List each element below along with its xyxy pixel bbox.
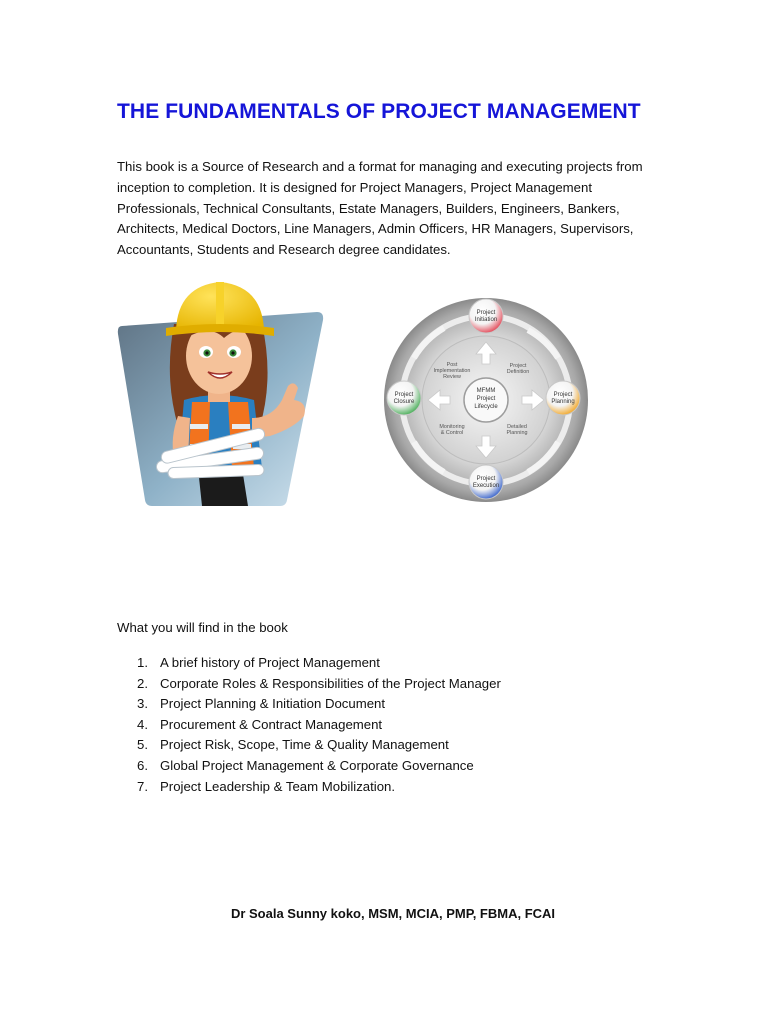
list-item — [117, 735, 501, 756]
list-item — [117, 715, 501, 736]
phase-initiation-1: Project — [476, 310, 496, 316]
label-project-definition-2: Definition — [506, 369, 530, 375]
diagram-center-line-2: Project — [476, 396, 496, 402]
project-lifecycle-diagram — [378, 292, 594, 508]
diagram-center-line-3: Lifecycle — [474, 404, 498, 410]
list-item — [117, 756, 501, 777]
construction-worker-illustration — [112, 268, 327, 510]
label-detailed-planning-1: Detailed — [507, 424, 527, 430]
list-item-number: 1. — [137, 655, 148, 670]
phase-execution-2: Execution — [472, 483, 500, 489]
list-item — [117, 674, 501, 695]
phase-closure-1: Project — [394, 392, 414, 398]
list-item — [117, 777, 501, 798]
list-item-text: Project Leadership & Team Mobilization. — [160, 778, 396, 794]
list-item-number: 4. — [137, 716, 148, 732]
list-item-text: Project Risk, Scope, Time & Quality Management — [160, 737, 449, 753]
diagram-center-line-1: MFMM — [476, 388, 496, 394]
list-item-number: 7. — [137, 778, 148, 794]
page-title: THE FUNDAMENTALS OF PROJECT MANAGEMENT — [117, 100, 641, 123]
label-review-3: Review — [443, 374, 461, 380]
label-detailed-planning-2: Planning — [506, 430, 528, 436]
label-monitoring-2: & Control — [440, 430, 464, 436]
label-monitoring-1: Monitoring — [439, 424, 465, 430]
section-heading: What you will find in the book — [117, 620, 288, 635]
list-item-number: 6. — [137, 757, 148, 773]
list-item-text: Procurement & Contract Management — [160, 716, 383, 732]
list-item-text: Corporate Roles & Responsibilities of the Project Manager — [160, 675, 501, 691]
list-item-text: A brief history of Project Management — [160, 655, 380, 670]
label-review-1: Post — [446, 362, 458, 368]
list-item-number: 2. — [137, 675, 148, 691]
list-item-text: Project Planning & Initiation Document — [160, 696, 386, 712]
phase-initiation-2: Initiation — [474, 317, 498, 323]
phase-planning-2: Planning — [551, 399, 575, 405]
list-item-number: 5. — [137, 737, 148, 753]
contents-list — [117, 653, 501, 797]
list-item — [117, 694, 501, 715]
list-item — [117, 653, 501, 674]
list-item-number: 3. — [137, 696, 148, 712]
label-project-definition-1: Project — [509, 363, 527, 369]
phase-planning-1: Project — [553, 392, 573, 398]
phase-execution-1: Project — [476, 476, 496, 482]
label-review-2: Implementation — [433, 368, 471, 374]
intro-paragraph: This book is a Source of Research and a format for managing and executing projects from inception to completion. It is designed for Project Managers, Project Management Professionals, Technical Consultants, Estate Managers, Builders, Engineers, Bankers, Architects, Medical Doctors, Line Managers, Admin Officers, HR Managers, Supervisors, Accountants, Students and Research degree candidates. — [117, 159, 643, 258]
phase-closure-2: Closure — [393, 399, 415, 405]
author-credit: Dr Soala Sunny koko, MSM, MCIA, PMP, FBMA, FCAI — [230, 906, 556, 921]
list-item-text: Global Project Management & Corporate Governance — [160, 757, 474, 773]
